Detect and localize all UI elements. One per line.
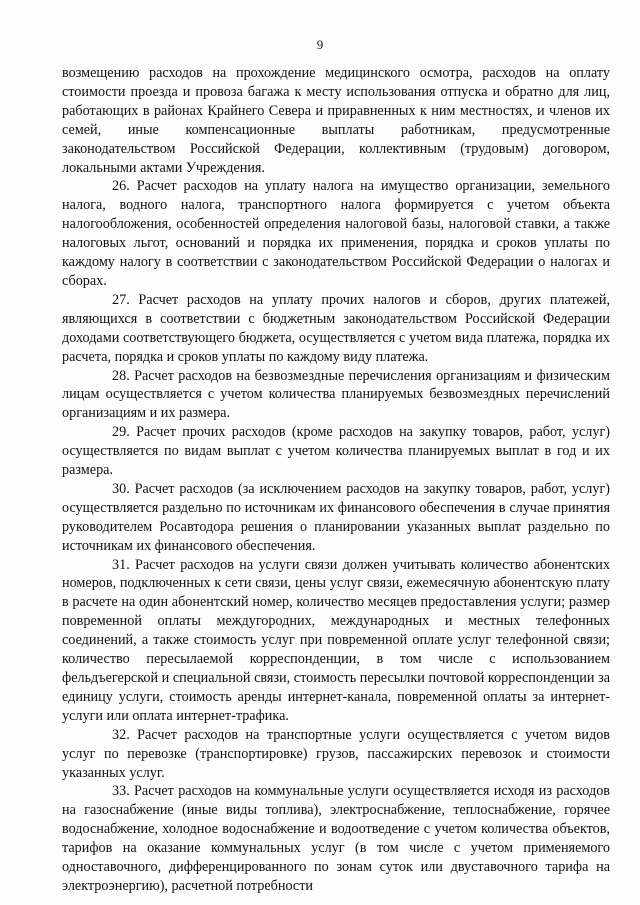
paragraph-26: 26. Расчет расходов на уплату налога на имущество организации, земельного налога, водного налога, транспортного налога формируется с учетом объекта налогообложения, особенностей определения налоговой базы, налоговой ставки, а также налоговых льгот, оснований и порядка их применения, порядка и сроков уплаты по каждому налогу в соответствии с законодательством Российской Федерации о налогах и сборах. xyxy=(62,178,610,289)
paragraph-29: 29. Расчет прочих расходов (кроме расходов на закупку товаров, работ, услуг) осуществляется по видам выплат с учетом количества планируемых выплат в год и их размера. xyxy=(62,424,610,479)
page-number: 9 xyxy=(316,37,324,52)
paragraph-31: 31. Расчет расходов на услуги связи должен учитывать количество абонентских номеров, подключенных к сети связи, цены услуг связи, ежемесячную абонентскую плату в расчете на один абонентский номер, количество месяцев предоставления услуги; размер повременной оплаты междугородних, международных и местных телефонных соединений, а также стоимость услуг при повременной оплате услуг телефонной связи; количество пересылаемой корреспонденции, в том числе с использованием фельдъегерской и специальной связи, стоимость пересылки почтовой корреспонденции за единицу услуги, стоимость аренды интернет-канала, повременной оплаты за интернет-услуги или оплата интернет-трафика. xyxy=(62,556,610,724)
paragraph-28: 28. Расчет расходов на безвозмездные перечисления организациям и физическим лицам осуществляется с учетом количества планируемых безвозмездных перечислений организациям и их размера. xyxy=(62,367,610,422)
paragraph-27: 27. Расчет расходов на уплату прочих налогов и сборов, других платежей, являющихся в соответствии с бюджетным законодательством Российской Федерации доходами соответствующего бюджета, осуществляется с учетом вида платежа, порядка их расчета, порядка и сроков уплаты по каждому виду платежа. xyxy=(62,291,610,365)
paragraph-32: 32. Расчет расходов на транспортные услуги осуществляется с учетом видов услуг по перевозке (транспортировке) грузов, пассажирских перевозок и стоимости указанных услуг. xyxy=(62,726,610,781)
paragraph-33: 33. Расчет расходов на коммунальные услуги осуществляется исходя из расходов на газоснабжение (иные виды топлива), электроснабжение, теплоснабжение, горячее водоснабжение, холодное водоснабжение и водоотведение с учетом количества объектов, тарифов на оказание коммунальных услуг (в том числе с учетом применяемого одноставочного, дифференцированного по зонам суток или двуставочного тарифа на электроэнергию), расчетной потребности xyxy=(62,783,610,894)
paragraph-continuation: возмещению расходов на прохождение медицинского осмотра, расходов на оплату стоимости проезда и провоза багажа к месту использования отпуска и обратно для лиц, работающих в районах Крайнего Севера и приравненных к ним местностях, и членов их семей, иные компенсационные выплаты работникам, предусмотренные законодательством Российской Федерации, коллективным (трудовым) договором, локальными актами Учреждения. xyxy=(62,65,610,176)
document-body xyxy=(62,64,610,896)
paragraph-30: 30. Расчет расходов (за исключением расходов на закупку товаров, работ, услуг) осуществляется раздельно по источникам их финансового обеспечения в случае принятия руководителем Росавтодора решения о планировании указанных выплат раздельно по источникам их финансового обеспечения. xyxy=(62,480,610,554)
